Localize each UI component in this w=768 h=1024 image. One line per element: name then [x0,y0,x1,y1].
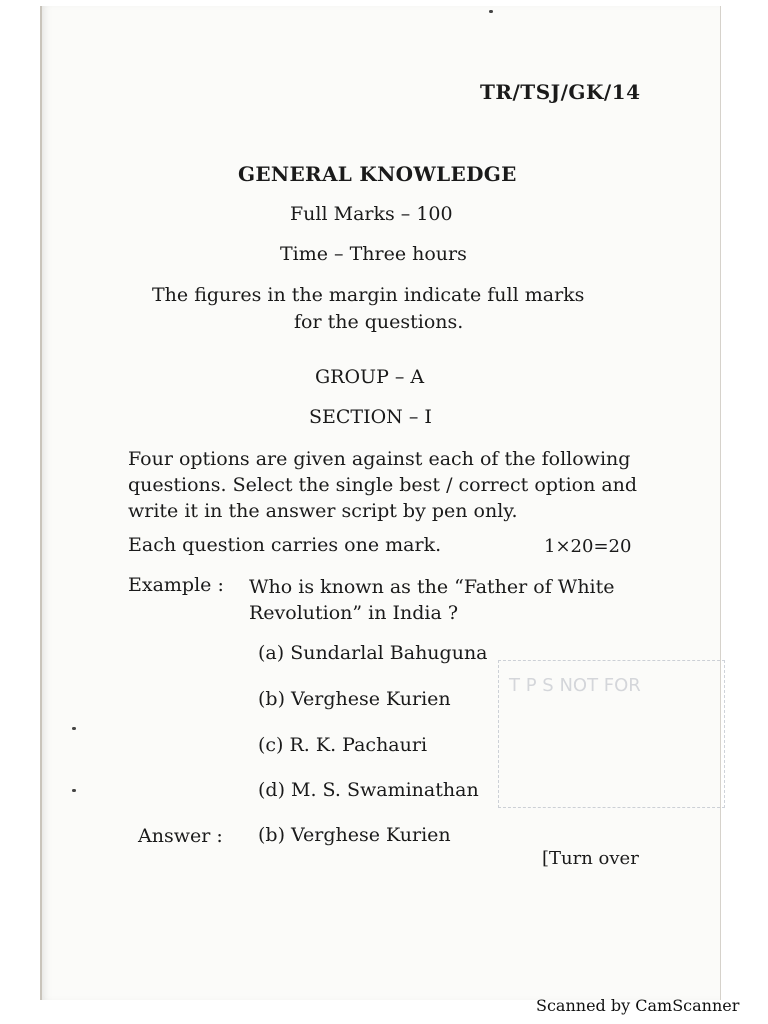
group-heading: GROUP – A [315,366,425,388]
marks-formula: 1×20=20 [544,536,632,557]
figures-note-line1: The figures in the margin indicate full marks [152,284,585,306]
option-b: (b) Verghese Kurien [258,688,451,710]
turn-over: [Turn over [542,848,639,869]
option-d: (d) M. S. Swaminathan [258,779,479,801]
exam-title: GENERAL KNOWLEDGE [238,162,517,186]
faded-stamp [498,660,725,808]
scan-speck [489,10,493,13]
answer-label: Answer : [138,825,223,847]
stamp-text: T P S NOT FOR [509,675,641,696]
example-question: Who is known as the “Father of White Revolution” in India ? [249,576,615,624]
figures-note-line2: for the questions. [294,311,464,333]
section-heading: SECTION – I [309,406,432,428]
scan-speck [72,789,76,792]
option-a: (a) Sundarlal Bahuguna [258,642,488,664]
exam-time: Time – Three hours [280,243,467,265]
instructions: Four options are given against each of the following questions. Select the single best / correct option and write it in the answer script by pen only. [128,448,638,522]
paper-code: TR/TSJ/GK/14 [480,80,641,104]
option-c: (c) R. K. Pachauri [258,734,428,756]
full-marks: Full Marks – 100 [290,203,453,225]
each-question-note: Each question carries one mark. [128,534,442,556]
example-answer: (b) Verghese Kurien [258,824,451,846]
example-label: Example : [128,574,224,596]
scan-speck [72,727,76,730]
camscanner-watermark: Scanned by CamScanner [536,996,740,1015]
